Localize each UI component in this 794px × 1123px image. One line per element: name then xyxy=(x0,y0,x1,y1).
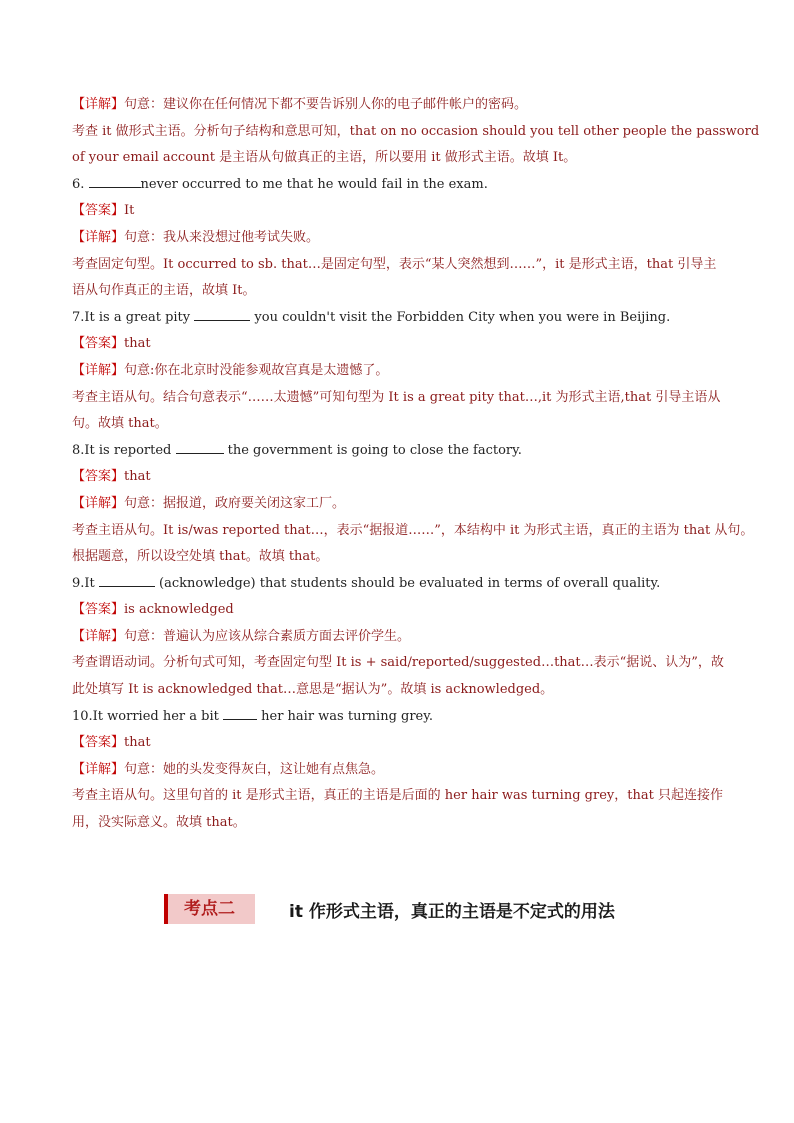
text-segment: 6. xyxy=(72,176,89,192)
text-segment: that xyxy=(124,735,151,751)
text-segment: 7.It is a great pity xyxy=(72,309,195,325)
text-segment: is acknowledged xyxy=(124,602,234,618)
label-tag: 【答案】 xyxy=(72,469,125,485)
label-tag: 【答案】 xyxy=(72,735,125,751)
text-line xyxy=(72,172,722,199)
text-line xyxy=(72,438,722,465)
text-segment: 句意：建议你在任何情况下都不要告诉别人你的电子邮件帐户的密码。 xyxy=(124,97,528,112)
fill-blank xyxy=(99,575,155,587)
text-line xyxy=(72,92,722,119)
text-line xyxy=(72,518,754,545)
text-line xyxy=(72,544,722,571)
text-segment: of your email account 是主语从句做真正的主语，所以要用 it 做形式主语。故填 It。 xyxy=(72,150,577,166)
answer-explanations xyxy=(72,92,760,837)
label-tag: 【答案】 xyxy=(72,203,125,219)
text-segment: that xyxy=(124,469,151,485)
label-tag: 【详解】 xyxy=(72,97,125,112)
text-segment: 考查主语从句。It is/was reported that…，表示“据报道……”，本结构中 it 为形式主语，真正的主语为 that 从句。 xyxy=(72,522,754,538)
text-segment: 句意：普遍认为应该从综合素质方面去评价学生。 xyxy=(124,628,411,644)
text-segment: 语从句作真正的主语，故填 It。 xyxy=(72,283,256,299)
text-line xyxy=(72,198,722,225)
text-line xyxy=(72,491,722,518)
text-line xyxy=(72,331,722,358)
fill-blank xyxy=(194,309,250,321)
text-line xyxy=(72,650,722,677)
text-line xyxy=(72,783,722,810)
text-line xyxy=(72,385,722,412)
text-line xyxy=(72,677,722,704)
text-line xyxy=(72,464,722,491)
text-line xyxy=(72,278,722,305)
text-segment: that xyxy=(124,336,151,352)
label-tag: 【答案】 xyxy=(72,336,125,352)
label-tag: 【详解】 xyxy=(72,761,125,777)
text-segment: you couldn't visit the Forbidden City when you were in Beijing. xyxy=(250,309,671,325)
text-line xyxy=(72,624,722,651)
fill-blank xyxy=(223,708,257,720)
text-segment: 句意：她的头发变得灰白，这让她有点焦急。 xyxy=(124,761,385,777)
text-line xyxy=(72,225,722,252)
label-tag: 【详解】 xyxy=(72,229,125,245)
text-segment: 根据题意，所以设空处填 that。故填 that。 xyxy=(72,549,329,565)
text-segment: 用，没实际意义。故填 that。 xyxy=(72,815,246,831)
section-title: it 作形式主语，真正的主语是不定式的用法 xyxy=(289,901,615,922)
label-tag: 【答案】 xyxy=(72,602,125,618)
text-segment: 句意：我从来没想过他考试失败。 xyxy=(124,229,320,245)
fill-blank xyxy=(176,442,224,454)
text-segment: her hair was turning grey. xyxy=(257,708,434,724)
text-line xyxy=(72,597,722,624)
fill-blank xyxy=(89,176,141,188)
text-line xyxy=(72,305,722,332)
label-tag: 【详解】 xyxy=(72,628,125,644)
text-segment: 8.It is reported xyxy=(72,442,176,458)
text-line xyxy=(72,704,722,731)
text-segment: 10.It worried her a bit xyxy=(72,708,223,724)
text-line xyxy=(72,411,722,438)
text-segment: 考查 it 做形式主语。分析句子结构和意思可知，that on no occasion should you tell other people the password xyxy=(72,123,760,139)
text-segment: 考查谓语动词。分析句式可知，考查固定句型 It is + said/reported/suggested…that…表示“据说、认为”，故 xyxy=(72,655,724,671)
text-line xyxy=(72,119,760,146)
text-line xyxy=(72,252,722,279)
text-segment: never occurred to me that he would fail in the exam. xyxy=(140,176,488,192)
text-segment: It xyxy=(124,203,135,219)
text-line xyxy=(72,810,722,837)
text-segment: the government is going to close the factory. xyxy=(223,442,522,458)
label-tag: 【详解】 xyxy=(72,362,125,378)
text-line xyxy=(72,358,722,385)
text-line xyxy=(72,145,722,172)
text-segment: 考查主语从句。这里句首的 it 是形式主语，真正的主语是后面的 her hair was turning grey，that 只起连接作 xyxy=(72,788,723,804)
text-line xyxy=(72,730,722,757)
text-segment: 句意:你在北京时没能参观故宫真是太遗憾了。 xyxy=(124,362,389,378)
text-segment: 此处填写 It is acknowledged that…意思是“据认为”。故填 is acknowledged。 xyxy=(72,682,554,698)
section-tag: 考点二 xyxy=(164,894,255,924)
label-tag: 【详解】 xyxy=(72,495,125,511)
text-segment: 9.It xyxy=(72,575,99,591)
text-segment: 句。故填 that。 xyxy=(72,416,168,432)
text-segment: 句意：据报道，政府要关闭这家工厂。 xyxy=(124,495,346,511)
text-line xyxy=(72,571,722,598)
text-segment: 考查固定句型。It occurred to sb. that…是固定句型，表示“某人突然想到……”，it 是形式主语，that 引导主 xyxy=(72,256,717,272)
text-line xyxy=(72,757,722,784)
text-segment: (acknowledge) that students should be evaluated in terms of overall quality. xyxy=(154,575,661,591)
section-heading xyxy=(164,894,615,924)
text-segment: 考查主语从句。结合句意表示“……太遗憾”可知句型为 It is a great pity that…,it 为形式主语,that 引导主语从 xyxy=(72,389,721,405)
